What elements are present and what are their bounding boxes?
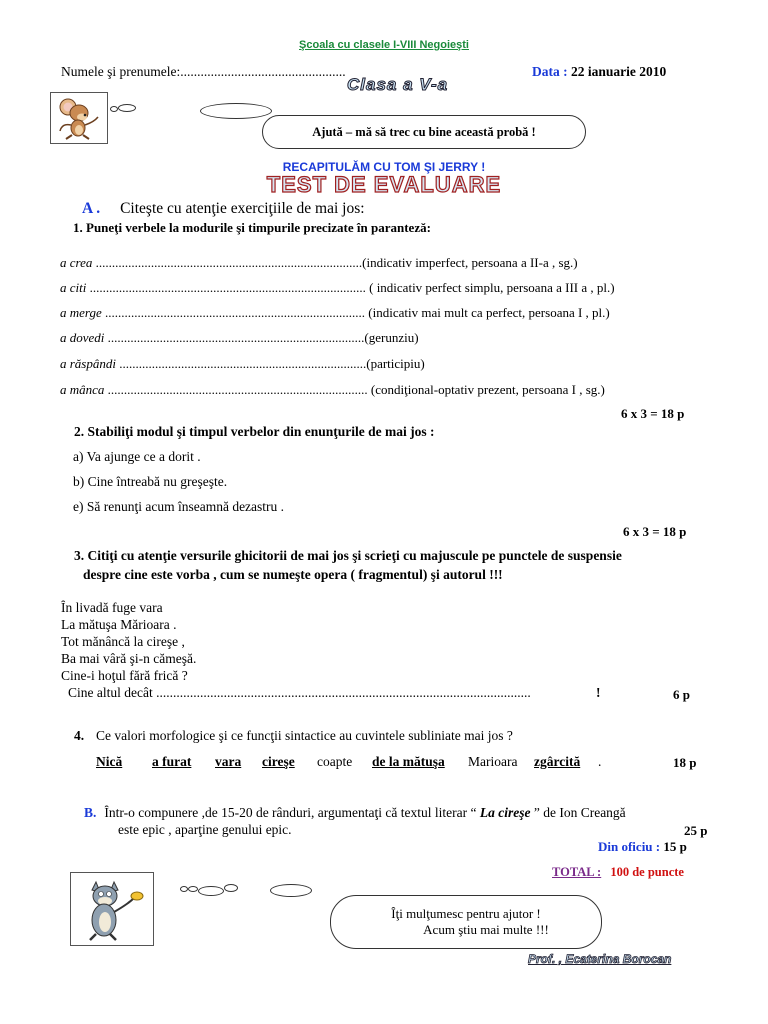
date-line (532, 64, 666, 80)
section-b-text-pre: Ȋntr-o compunere ,de 15-20 de rânduri, argumentaţi că textul literar “ (104, 805, 480, 820)
bubble-dot (110, 106, 118, 112)
poem-line: Tot mănâncă la cireşe , (61, 634, 185, 649)
section-a-letter: A . (82, 200, 101, 217)
section-a-instruction: Citeşte cu atenţie exerciţiile de mai jos: (120, 200, 365, 217)
speech-bubble-top (262, 115, 586, 149)
verb-task: ...............................................................................(gerunziu) (104, 330, 419, 345)
jerry-mouse-illustration-icon (50, 92, 108, 144)
total-line (552, 865, 684, 880)
bubble-dot (200, 103, 272, 119)
bubble-line: Ȋţi mulţumesc pentru ajutor ! (391, 906, 541, 921)
name-field-label: Numele şi prenumele:................................................. (61, 64, 346, 79)
class-title: Clasa a V-a (347, 75, 449, 94)
poem-line: Ȋn livadă fuge vara (61, 600, 163, 615)
poem-line: La mătuşa Mărioara . (61, 617, 177, 632)
q2-item: e) Să renunţi acum înseamnă dezastru . (73, 499, 285, 514)
q1-score: 6 x 3 = 18 p (621, 406, 685, 421)
tom-cat-illustration-icon (70, 872, 154, 946)
q4-word: Nică (96, 754, 123, 769)
date-value: 22 ianuarie 2010 (571, 64, 667, 79)
verb: a dovedi (60, 330, 105, 345)
verb: a crea (60, 255, 93, 270)
bubble-dot (198, 886, 224, 896)
verb: a merge (60, 305, 102, 320)
total-label: TOTAL : (552, 865, 602, 879)
q4-word: coapte (317, 754, 353, 769)
date-label: Data : (532, 64, 568, 79)
bubble-dot (224, 884, 238, 892)
q2-item: b) Cine întreabă nu greşeşte. (73, 474, 228, 489)
section-b-line1 (84, 805, 626, 821)
q4-sentence (0, 754, 768, 774)
q4-word: . (598, 754, 602, 769)
test-title: TEST DE EVALUARE (266, 172, 502, 197)
q4-word: vara (215, 754, 242, 769)
verb-task: ............................................................................(participiu) (115, 356, 425, 371)
bubble-dot (118, 104, 136, 112)
section-b-line2: este epic , aparţine genului epic. (118, 822, 292, 837)
q3-line1: 3. Citiţi cu atenţie versurile ghicitorii de mai jos şi scrieţi cu majuscule pe punctele de suspensie (74, 548, 622, 563)
verb-row (60, 330, 419, 346)
q4-score: 18 p (673, 755, 697, 770)
q2-title: 2. Stabiliţi modul şi timpul verbelor din enunţurile de mai jos : (74, 424, 435, 439)
poem-line: Ba mai vâră şi-n cămeşă. (61, 651, 197, 666)
section-b-title-ref: La cireşe (479, 805, 531, 820)
q3-score: 6 p (673, 687, 690, 702)
section-a-heading (82, 200, 365, 218)
recap-title: RECAPITULĂM CU TOM ŞI JERRY ! (282, 160, 486, 174)
bubble-dot (180, 886, 188, 892)
verb: a citi (60, 280, 87, 295)
q3-line2: despre cine este vorba , cum se numeşte opera ( fragmentul) şi autorul !!! (83, 567, 503, 582)
q4-number: 4. (74, 728, 85, 743)
verb: a mânca (60, 382, 105, 397)
bubble-dot (188, 886, 198, 892)
poem-line: Cine-i hoţul fără frică ? (61, 668, 188, 683)
q4-word: de la mătuşa (372, 754, 445, 769)
oficiu-label: Din oficiu : (598, 839, 661, 854)
section-b-letter: B. (84, 805, 97, 820)
bubble-line: Acum ştiu mai multe !!! (423, 922, 549, 937)
school-name: Şcoala cu clasele I-VIII Negoieşti (299, 39, 469, 51)
section-b-score: 25 p (684, 823, 708, 838)
q2-score: 6 x 3 = 18 p (623, 524, 687, 539)
verb-row (60, 382, 605, 398)
q3-answer-line: Cine altul decât ............................................................................................................... (68, 685, 531, 700)
q4-word: cireşe (262, 754, 295, 769)
verb-task: ..................................................................................... ( indicativ perfect simplu, persoana a III a , pl.) (86, 280, 615, 295)
q2-item: a) Va ajunge ce a dorit . (73, 449, 201, 464)
verb-task: ................................................................................ (indicativ mai mult ca perfect, persoana I , pl.) (101, 305, 610, 320)
q3-answer-end: ! (596, 685, 601, 700)
section-b-text-post: ” de Ion Creangă (530, 805, 626, 820)
total-value: 100 de puncte (610, 865, 684, 879)
oficiu-line (598, 839, 687, 855)
q4-word: Marioara (468, 754, 518, 769)
verb-row (60, 255, 578, 271)
bubble-dot (270, 884, 312, 897)
verb-task: ..................................................................................(indicativ imperfect, persoana a II-a , sg.) (92, 255, 578, 270)
verb: a răspândi (60, 356, 116, 371)
verb-row (60, 305, 610, 321)
q4-word: a furat (152, 754, 192, 769)
verb-row (60, 356, 425, 372)
oficiu-score: 15 p (663, 839, 687, 854)
verb-row (60, 280, 615, 296)
bubble-text: Ajută – mă să trec cu bine această probă ! (312, 124, 536, 139)
q4-question: Ce valori morfologice şi ce funcţii sintactice au cuvintele subliniate mai jos ? (96, 728, 513, 743)
q1-title: 1. Puneţi verbele la modurile şi timpurile precizate în paranteză: (73, 220, 431, 235)
speech-bubble-bottom (330, 895, 602, 949)
verb-task: ................................................................................ (condiţional-optativ prezent, persoana I , sg.) (104, 382, 605, 397)
q4-word: zgârcită (534, 754, 581, 769)
author-signature: Prof. , Ecaterina Borocan (528, 952, 672, 966)
